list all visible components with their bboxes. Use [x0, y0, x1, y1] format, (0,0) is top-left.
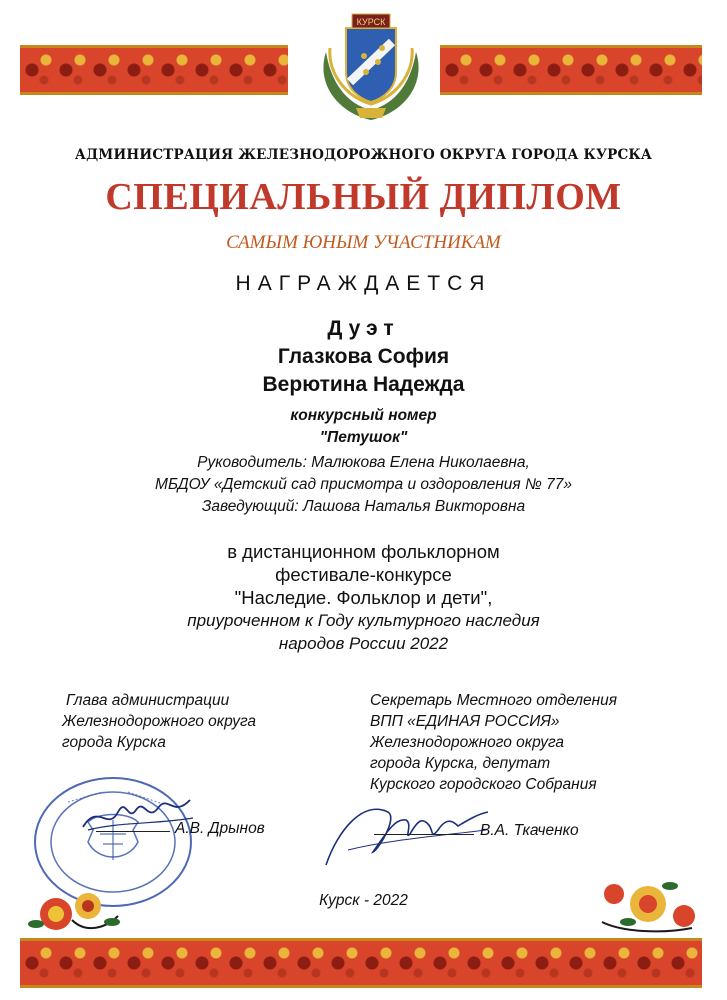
signatory-right-title — [370, 690, 617, 795]
signatory-right-line-4: города Курска, депутат — [370, 755, 551, 772]
leader-line-3: Заведующий: Лашова Наталья Викторовна — [201, 498, 526, 515]
city-year: Курск - 2022 — [319, 892, 408, 909]
signatory-left-line-1: Глава администрации — [66, 692, 230, 709]
signatory-left-name: А.В. Дрынов — [175, 820, 265, 837]
emblem-ribbon-text: КУРСК — [356, 17, 386, 27]
signatory-right-name: В.А. Ткаченко — [480, 822, 579, 839]
signatory-right-line-2: ВПП «ЕДИНАЯ РОССИЯ» — [370, 713, 560, 730]
performance-title: "Петушок" — [319, 429, 408, 446]
signatory-left-line-2: Железнодорожного округа — [62, 713, 257, 730]
signatory-left-line-3: города Курска — [62, 734, 166, 751]
contest-line-4: приуроченном к Году культурного наследия — [187, 611, 540, 630]
contest-line-1: в дистанционном фольклорном — [227, 541, 500, 562]
signatory-right-line-3: Железнодорожного округа — [370, 734, 565, 751]
ornament-band-bottom — [20, 938, 702, 988]
signature-right-icon — [318, 790, 493, 875]
ornament-band-top-right — [440, 45, 702, 95]
recipients-block — [0, 315, 727, 399]
signature-line-left — [96, 831, 170, 832]
recipients-duet: Дуэт — [327, 317, 400, 340]
administration-header: АДМИНИСТРАЦИЯ ЖЕЛЕЗНОДОРОЖНОГО ОКРУГА ГОРОДА КУРСКА — [74, 147, 653, 163]
signatory-right-line-1: Секретарь Местного отделения — [370, 692, 618, 709]
signatory-right-line-5: Курского городского Собрания — [370, 776, 597, 793]
contest-line-2: фестивале-конкурсе — [275, 564, 452, 585]
recipient-name-2: Верютина Надежда — [262, 373, 465, 396]
coat-of-arms-icon — [316, 12, 426, 124]
signatory-left-title — [62, 690, 256, 753]
signature-line-right — [374, 834, 474, 835]
diploma-title: СПЕЦИАЛЬНЫЙ ДИПЛОМ — [105, 176, 622, 218]
recipient-name-1: Глазкова София — [277, 345, 450, 368]
leader-line-2: МБДОУ «Детский сад присмотра и оздоровления № 77» — [155, 476, 572, 493]
contest-line-3: "Наследие. Фольклор и дети", — [234, 587, 493, 608]
diploma-subtitle: САМЫМ ЮНЫМ УЧАСТНИКАМ — [226, 232, 501, 253]
contest-block — [0, 540, 727, 655]
contest-line-5: народов России 2022 — [278, 634, 449, 653]
leader-line-1: Руководитель: Малюкова Елена Николаевна, — [197, 454, 530, 471]
performance-label: конкурсный номер — [290, 407, 437, 424]
ornament-band-top-left — [20, 45, 288, 95]
awarded-heading: НАГРАЖДАЕТСЯ — [235, 272, 492, 295]
performance-block — [0, 405, 727, 449]
leader-block — [0, 452, 727, 518]
